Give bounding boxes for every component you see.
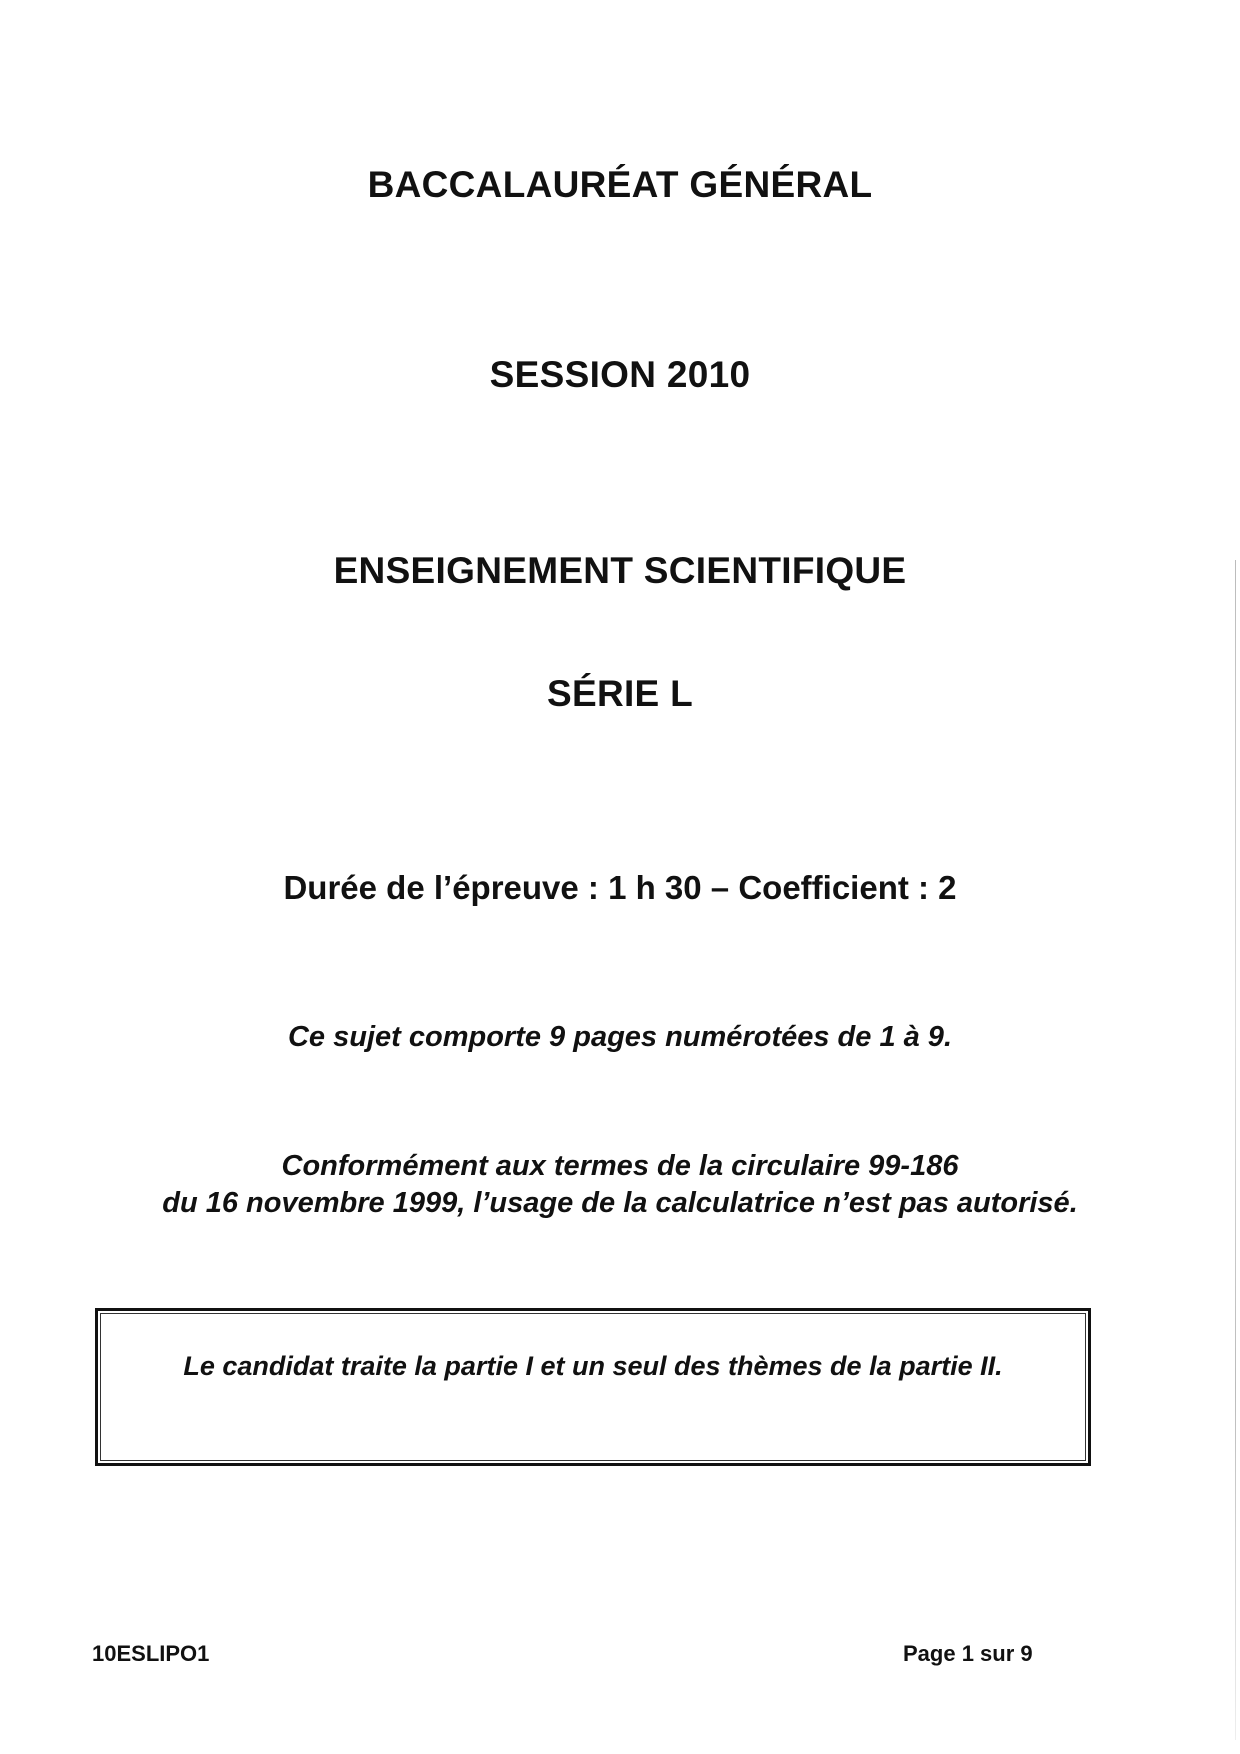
subject-title: ENSEIGNEMENT SCIENTIFIQUE bbox=[333, 550, 907, 591]
calculator-line-2: du 16 novembre 1999, l’usage de la calculatrice n’est pas autorisé. bbox=[162, 1187, 1078, 1219]
notice-box bbox=[95, 1308, 1091, 1466]
notice-text: Le candidat traite la partie I et un seul des thèmes de la partie II. bbox=[183, 1351, 1003, 1381]
session-title: SESSION 2010 bbox=[489, 354, 751, 395]
document-code: 10ESLIPO1 bbox=[92, 1641, 210, 1666]
exam-title: BACCALAURÉAT GÉNÉRAL bbox=[367, 164, 873, 205]
series-title: SÉRIE L bbox=[546, 673, 694, 714]
duration-line: Durée de l’épreuve : 1 h 30 – Coefficient : 2 bbox=[283, 869, 957, 906]
page-number: Page 1 sur 9 bbox=[903, 1641, 1033, 1666]
pages-line: Ce sujet comporte 9 pages numérotées de 1 à 9. bbox=[287, 1021, 952, 1053]
calculator-line-1: Conformément aux termes de la circulaire 99-186 bbox=[281, 1150, 959, 1182]
